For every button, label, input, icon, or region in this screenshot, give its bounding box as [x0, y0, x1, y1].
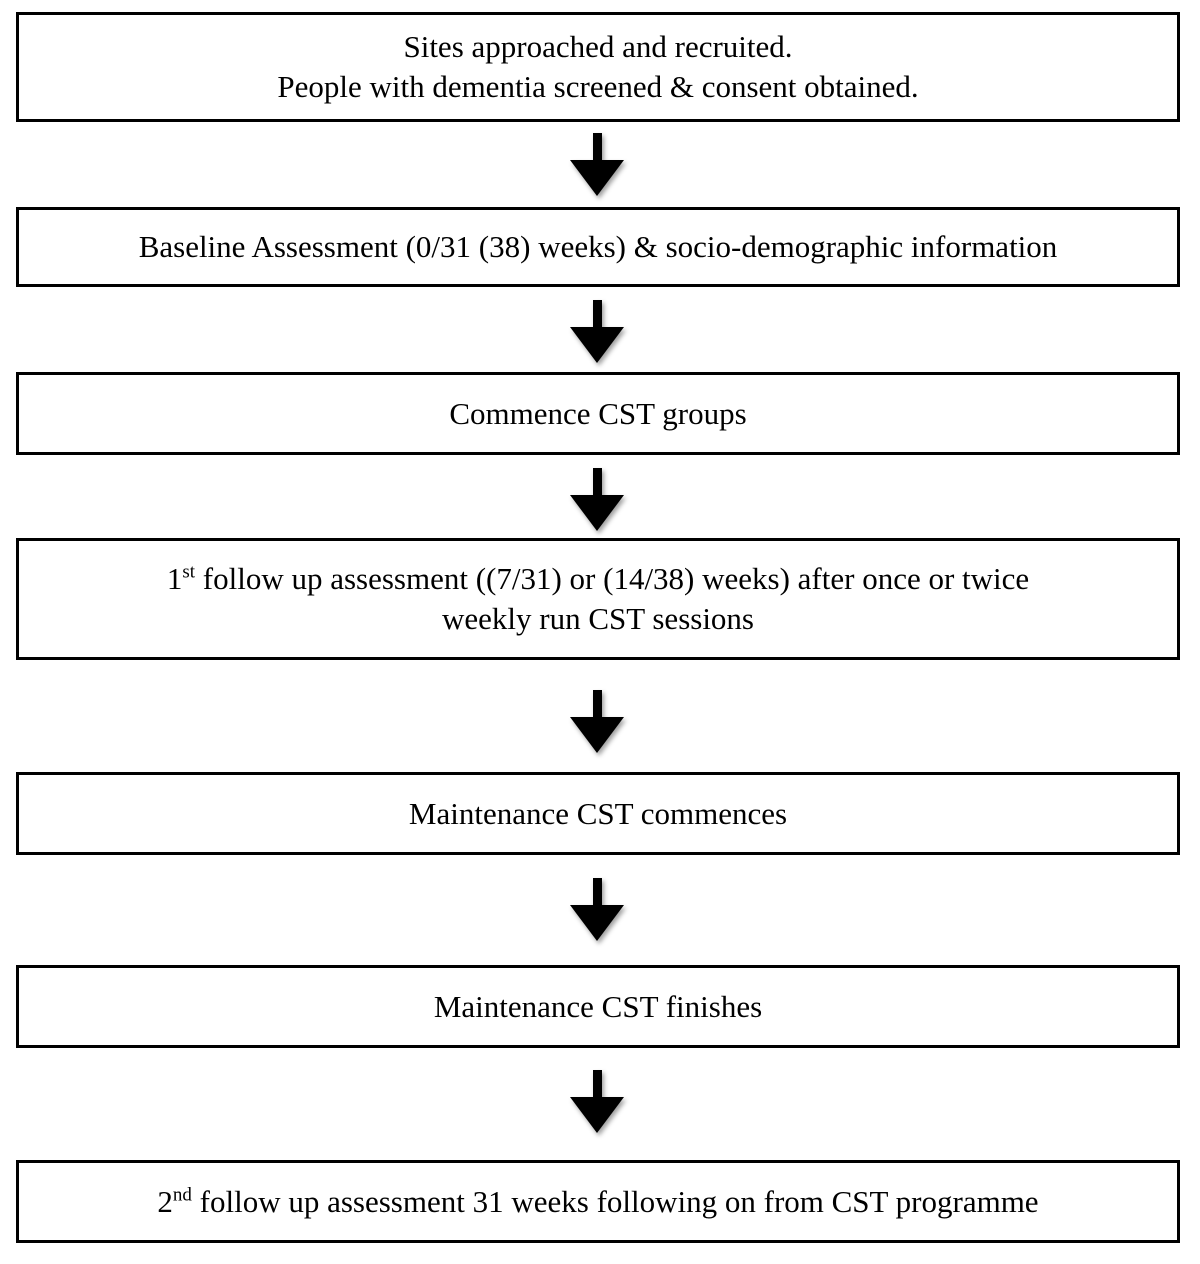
flow-box-text-line: Baseline Assessment (0/31 (38) weeks) & socio-demographic information — [138, 229, 1058, 264]
down-arrow-head — [570, 1097, 624, 1133]
flow-box-text: follow up assessment ((7/31) or (14/38) weeks) after once or twice — [195, 561, 1030, 596]
down-arrow-icon — [570, 468, 624, 531]
flow-box-text-line: Commence CST groups — [449, 395, 747, 431]
down-arrow-stem — [593, 300, 602, 327]
flow-box-first-follow-up — [16, 538, 1180, 660]
down-arrow-head — [570, 160, 624, 196]
flow-box-maintenance-commences — [16, 772, 1180, 855]
down-arrow-stem — [593, 878, 602, 905]
flow-box-second-follow-up — [16, 1160, 1180, 1243]
down-arrow-stem — [593, 1070, 602, 1097]
down-arrow-head — [570, 905, 624, 941]
flow-box-text-line — [19, 1182, 1177, 1222]
flow-box-text: follow up assessment 31 weeks following on from CST programme — [191, 1183, 1039, 1219]
down-arrow-icon — [570, 133, 624, 196]
down-arrow-icon — [570, 878, 624, 941]
down-arrow-icon — [570, 690, 624, 753]
flow-box-baseline-assessment — [16, 207, 1180, 287]
down-arrow-stem — [593, 468, 602, 495]
down-arrow-head — [570, 495, 624, 531]
flow-box-text-line: Maintenance CST finishes — [433, 988, 763, 1024]
ordinal-number: 1 — [166, 561, 183, 596]
flow-box-maintenance-finishes — [16, 965, 1180, 1048]
down-arrow-head — [570, 717, 624, 753]
flow-box-commence-cst-groups — [16, 372, 1180, 455]
flow-box-text-line: Sites approached and recruited. — [403, 29, 793, 64]
flow-box-text-line: weekly run CST sessions — [441, 601, 754, 636]
down-arrow-stem — [593, 690, 602, 717]
down-arrow-icon — [570, 1070, 624, 1133]
flow-box-sites-recruited — [16, 12, 1180, 122]
ordinal-suffix: st — [182, 561, 196, 583]
flow-box-text-line — [19, 559, 1177, 599]
ordinal-number: 2 — [157, 1183, 173, 1219]
down-arrow-icon — [570, 300, 624, 363]
down-arrow-head — [570, 327, 624, 363]
flow-box-text-line: Maintenance CST commences — [408, 795, 788, 831]
down-arrow-stem — [593, 133, 602, 160]
ordinal-suffix: nd — [172, 1184, 192, 1206]
flow-box-text-line: People with dementia screened & consent obtained. — [277, 69, 919, 104]
